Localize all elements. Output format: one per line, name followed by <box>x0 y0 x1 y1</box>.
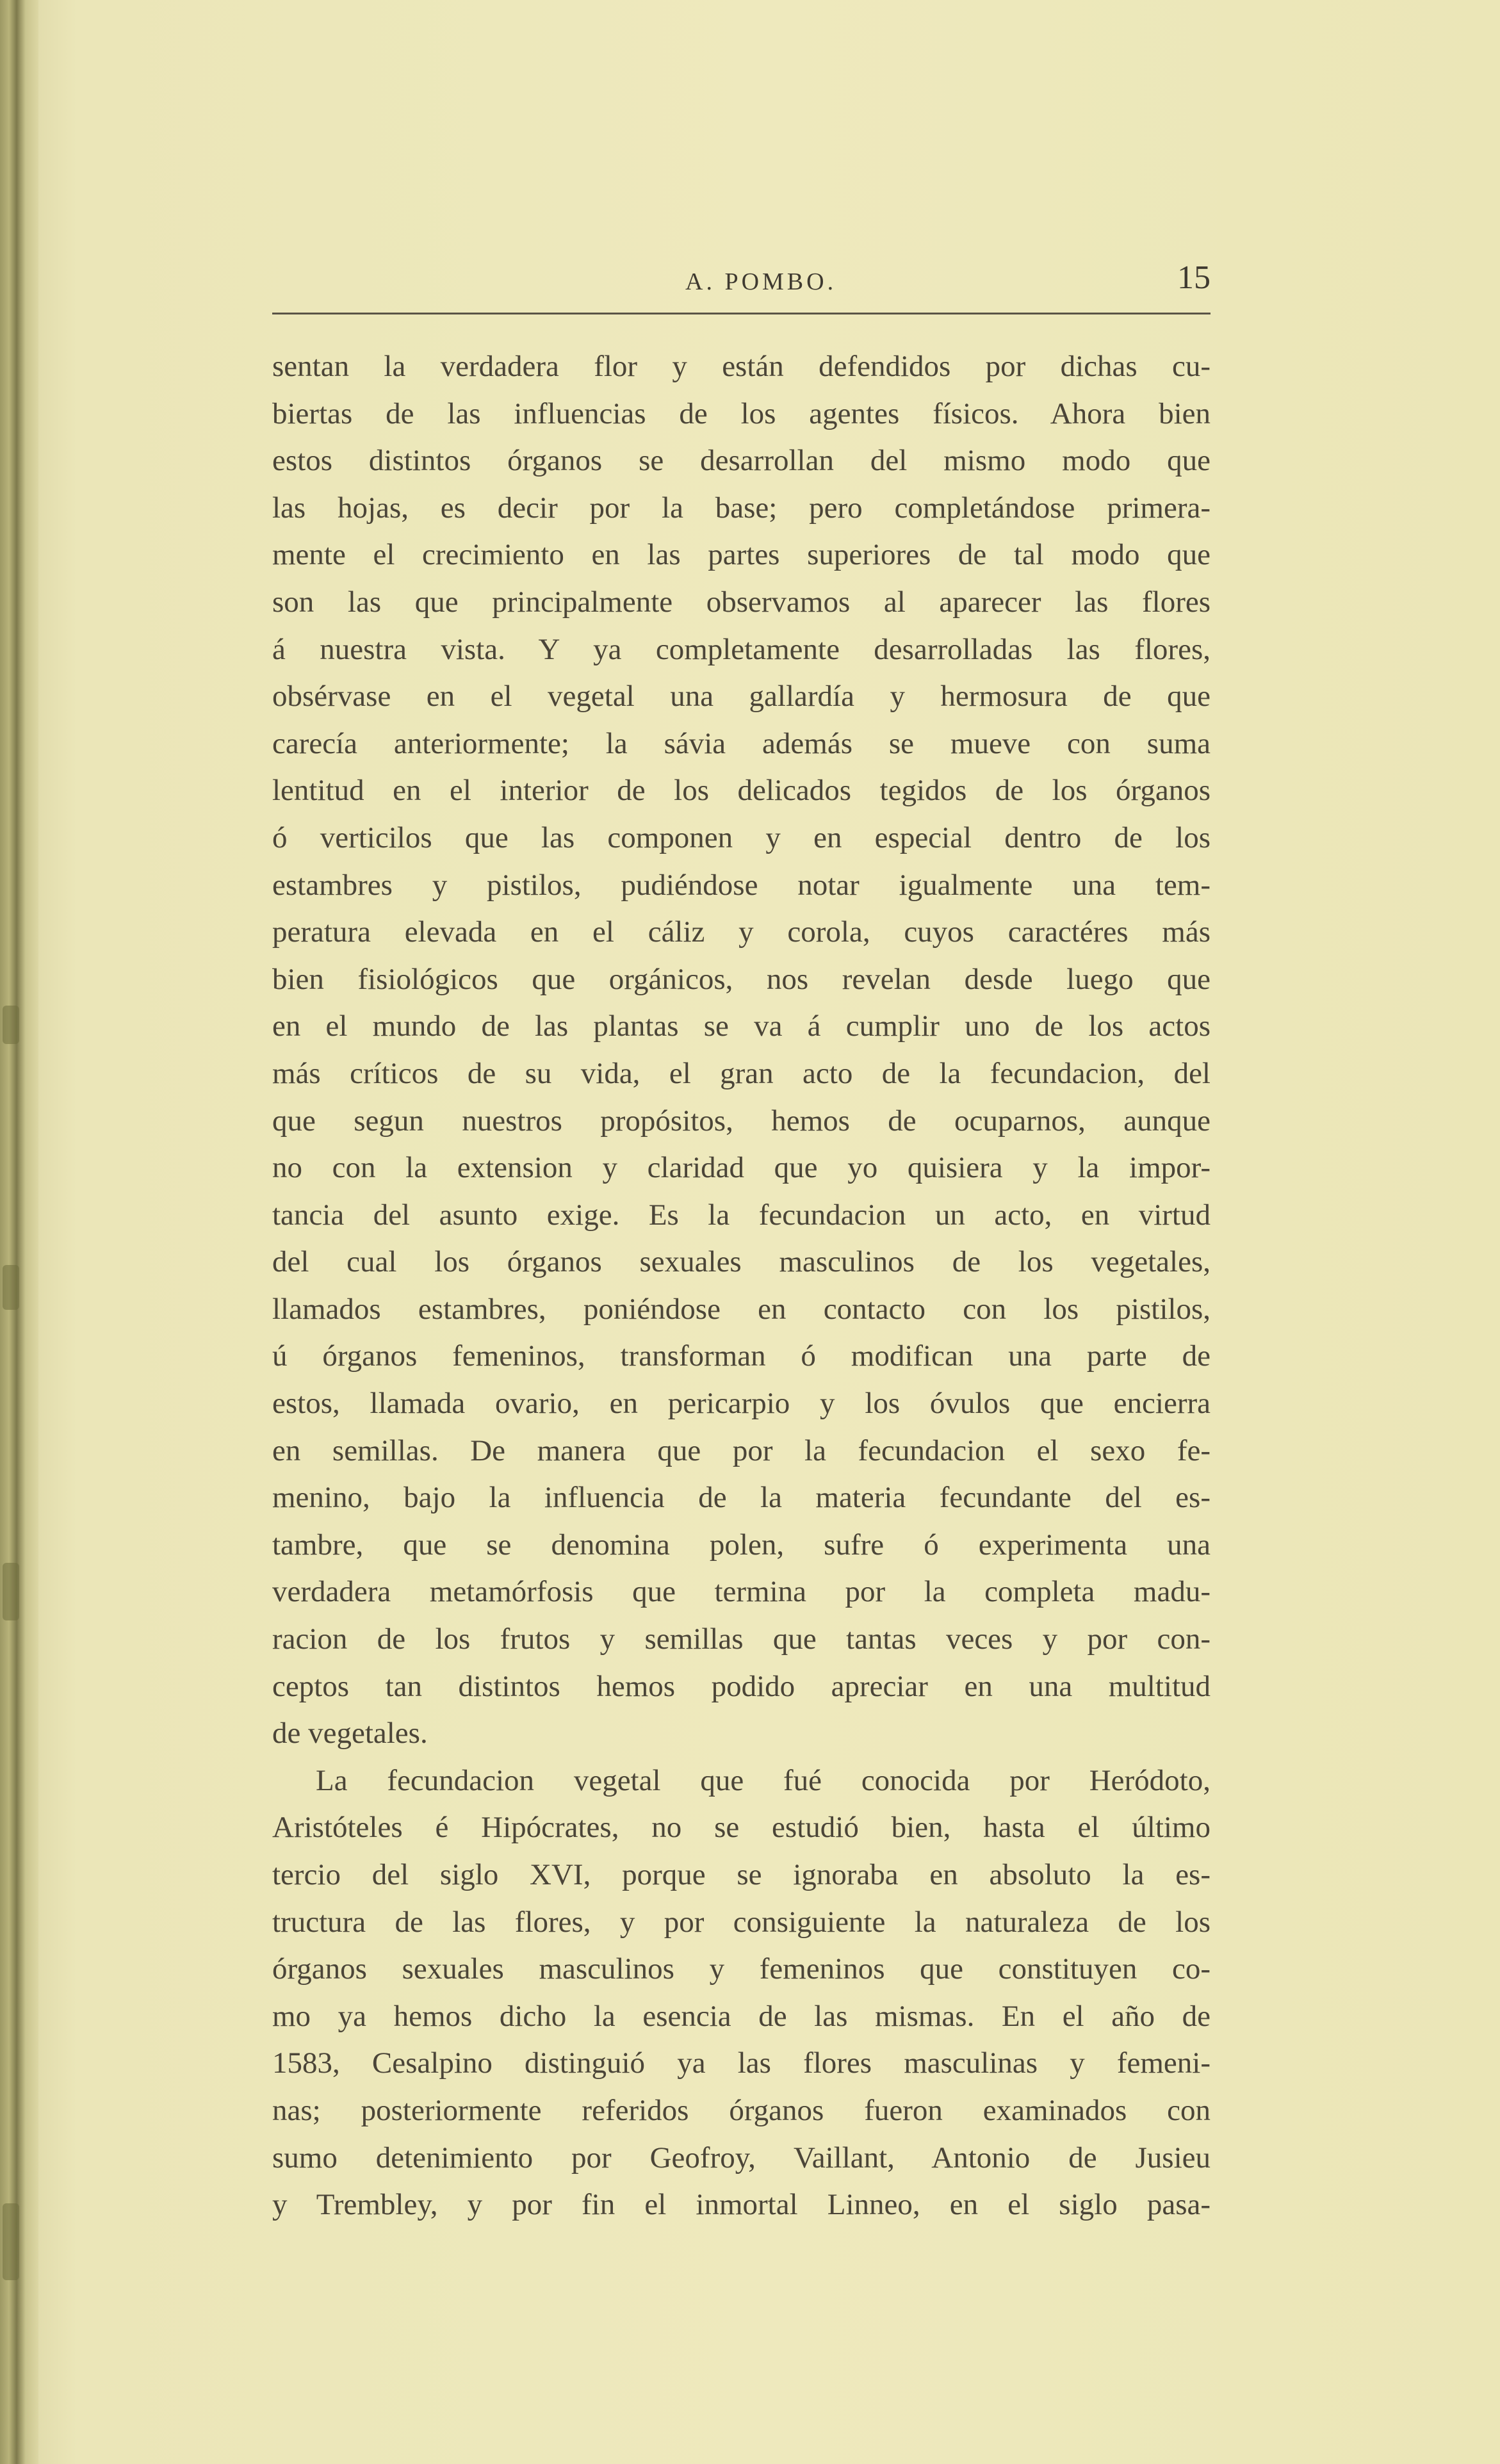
text-line: á nuestra vista. Y ya completamente desarrolladas las flores, <box>272 632 1211 666</box>
spine-stain <box>3 2203 19 2280</box>
text-line: estambres y pistilos, pudiéndose notar igualmente una tem- <box>272 868 1211 902</box>
text-line: sentan la verdadera flor y están defendidos por dichas cu- <box>272 350 1211 383</box>
text-line: ó verticilos que las componen y en especial dentro de los <box>272 820 1211 854</box>
spine-stain <box>3 1006 19 1044</box>
text-line: ú órganos femeninos, transforman ó modifican una parte de <box>272 1339 1211 1373</box>
text-line: tercio del siglo XVI, porque se ignoraba en absoluto la es- <box>272 1858 1211 1891</box>
text-line: obsérvase en el vegetal una gallardía y hermosura de que <box>272 680 1211 714</box>
header-title: A. POMBO. <box>685 268 837 295</box>
text-line: racion de los frutos y semillas que tantas veces y por con- <box>272 1622 1211 1656</box>
text-line: y Trembley, y por fin el inmortal Linneo, en el siglo pasa- <box>272 2188 1211 2222</box>
text-line: mente el crecimiento en las partes superiores de tal modo que <box>272 538 1211 572</box>
text-line: verdadera metamórfosis que termina por la completa madu- <box>272 1575 1211 1609</box>
paragraph <box>272 343 1211 1758</box>
text-line: las hojas, es decir por la base; pero completándose primera- <box>272 491 1211 525</box>
text-line: sumo detenimiento por Geofroy, Vaillant, Antonio de Jusieu <box>272 2141 1211 2174</box>
text-line: en semillas. De manera que por la fecundacion el sexo fe- <box>272 1433 1211 1467</box>
text-line: en el mundo de las plantas se va á cumplir uno de los actos <box>272 1009 1211 1043</box>
page-number: 15 <box>1177 259 1211 296</box>
text-line: estos, llamada ovario, en pericarpio y los óvulos que encierra <box>272 1387 1211 1421</box>
header-rule <box>272 313 1211 314</box>
book-spine-edge <box>0 0 38 2464</box>
running-head <box>272 256 1211 301</box>
text-line: peratura elevada en el cáliz y corola, cuyos caractéres más <box>272 915 1211 949</box>
text-line: biertas de las influencias de los agentes físicos. Ahora bien <box>272 396 1211 430</box>
text-line: La fecundacion vegetal que fué conocida por Heródoto, <box>316 1763 1211 1797</box>
text-line: 1583, Cesalpino distinguió ya las flores masculinas y femeni- <box>272 2046 1211 2080</box>
paragraph <box>272 1758 1211 2229</box>
text-line: estos distintos órganos se desarrollan del mismo modo que <box>272 444 1211 478</box>
spine-stain <box>3 1265 19 1310</box>
text-line: tambre, que se denomina polen, sufre ó experimenta una <box>272 1528 1211 1562</box>
text-line: Aristóteles é Hipócrates, no se estudió bien, hasta el último <box>272 1811 1211 1845</box>
text-line: ceptos tan distintos hemos podido apreciar en una multitud <box>272 1669 1211 1703</box>
body-text <box>272 343 1211 2229</box>
text-line: carecía anteriormente; la sávia además se mueve con suma <box>272 726 1211 760</box>
text-line: llamados estambres, poniéndose en contacto con los pistilos, <box>272 1292 1211 1326</box>
text-line: bien fisiológicos que orgánicos, nos revelan desde luego que <box>272 962 1211 996</box>
text-line: que segun nuestros propósitos, hemos de ocuparnos, aunque <box>272 1104 1211 1138</box>
text-line: no con la extension y claridad que yo quisiera y la impor- <box>272 1151 1211 1185</box>
text-line: órganos sexuales masculinos y femeninos que constituyen co- <box>272 1952 1211 1986</box>
text-line: lentitud en el interior de los delicados tegidos de los órganos <box>272 774 1211 808</box>
text-line: son las que principalmente observamos al aparecer las flores <box>272 585 1211 619</box>
text-line: tancia del asunto exige. Es la fecundacion un acto, en virtud <box>272 1198 1211 1232</box>
text-line: menino, bajo la influencia de la materia fecundante del es- <box>272 1481 1211 1515</box>
text-line: de vegetales. <box>272 1717 428 1750</box>
text-line: mo ya hemos dicho la esencia de las mismas. En el año de <box>272 1999 1211 2033</box>
text-line: más críticos de su vida, el gran acto de la fecundacion, del <box>272 1056 1211 1090</box>
text-line: nas; posteriormente referidos órganos fueron examinados con <box>272 2093 1211 2127</box>
text-line: del cual los órganos sexuales masculinos de los vegetales, <box>272 1245 1211 1279</box>
spine-stain <box>3 1563 19 1620</box>
text-line: tructura de las flores, y por consiguiente la naturaleza de los <box>272 1905 1211 1939</box>
